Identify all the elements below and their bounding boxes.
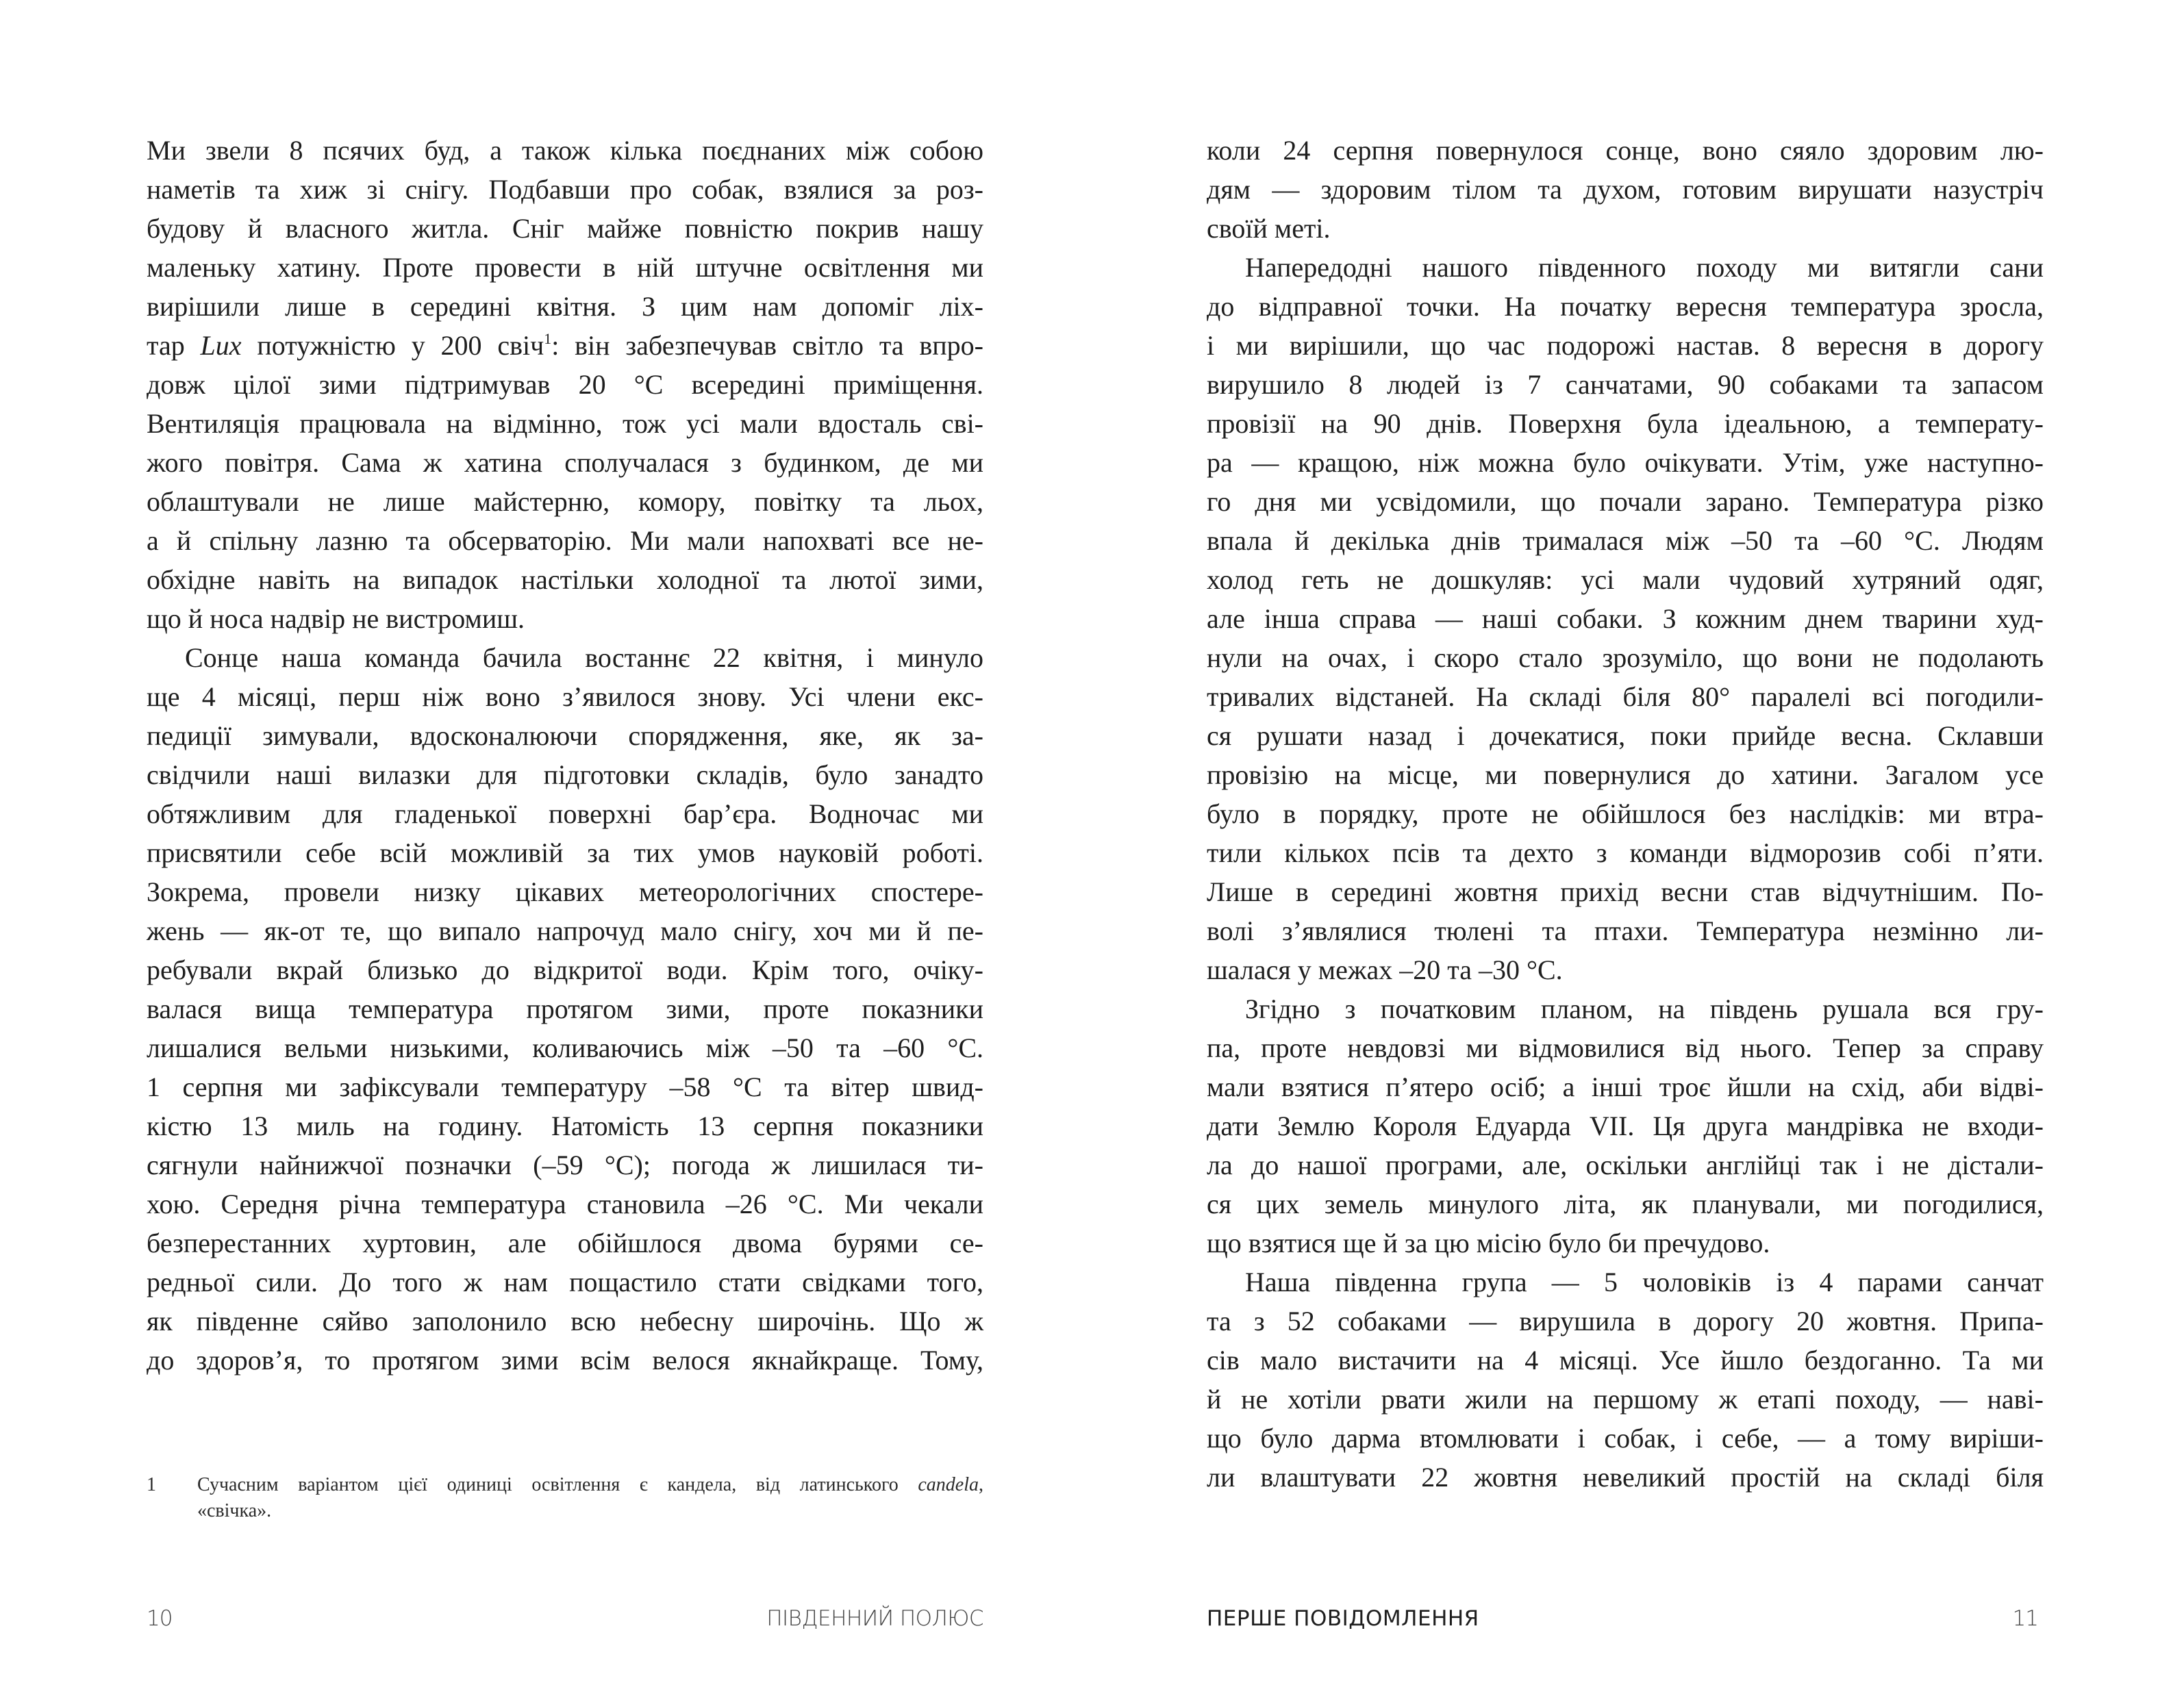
text-line: наметів та хиж зі снігу. Подбавши про собак, взялися за роз- bbox=[147, 174, 983, 205]
right-body-text bbox=[1207, 131, 2044, 1497]
text-line: Вентиляція працювала на відмінно, тож усі мали вдосталь сві- bbox=[147, 408, 983, 439]
text-line: до відправної точки. На початку вересня температура зросла, bbox=[1207, 291, 2044, 322]
text-line: го дня ми усвідомили, що почали зарано. Температура різко bbox=[1207, 486, 2044, 517]
text-line: ся рушати назад і дочекатися, поки прийде весна. Склавши bbox=[1207, 720, 2044, 751]
text-line: нули на очах, і скоро стало зрозуміло, що вони не подолають bbox=[1207, 642, 2044, 673]
text-line: ла до нашої програми, але, оскільки англійці так і не дістали- bbox=[1207, 1150, 2044, 1180]
text-line: дати Землю Короля Едуарда VII. Ця друга мандрівка не входи- bbox=[1207, 1111, 2044, 1141]
text-line: провізію на місце, ми повернулися до хатини. Загалом усе bbox=[1207, 759, 2044, 790]
text-line: жого повітря. Сама ж хатина сполучалася з будинком, де ми bbox=[147, 447, 983, 478]
text-line: а й спільну лазню та обсерваторію. Ми мали напохваті все не- bbox=[147, 525, 983, 556]
footnote-line: «свічка». bbox=[197, 1500, 272, 1521]
left-footer bbox=[147, 1605, 983, 1632]
text-line: Сонце наша команда бачила востаннє 22 квітня, і минуло bbox=[185, 642, 983, 673]
text-line: жень — як-от те, що випало напрочуд мало снігу, хоч ми й пе- bbox=[147, 915, 983, 946]
text-line: до здоров’я, то протягом зими всім велося якнайкраще. Тому, bbox=[147, 1345, 983, 1376]
text-line: валася вища температура протягом зими, проте показники bbox=[147, 993, 983, 1024]
text-line bbox=[147, 326, 983, 365]
footnote-reference: 1 bbox=[544, 330, 552, 347]
text-line: що взятися ще й за цю місію було би пречудово. bbox=[1207, 1228, 1770, 1258]
text-line: сягнули найнижчої позначки (–59 °C); погода ж лишилася ти- bbox=[147, 1150, 983, 1180]
text-line: але інша справа — наші собаки. З кожним днем тварини худ- bbox=[1207, 603, 2044, 634]
text-line: тили кількох псів та дехто з команди відморозив собі п’яти. bbox=[1207, 837, 2044, 868]
text-line: маленьку хатину. Проте провести в ній штучне освітлення ми bbox=[147, 252, 983, 283]
left-body-text bbox=[147, 131, 983, 1380]
text-line: та з 52 собаками — вирушила в дорогу 20 жовтня. Припа- bbox=[1207, 1306, 2044, 1336]
text-line: вирішили лише в середині квітня. З цим нам допоміг ліх- bbox=[147, 291, 983, 322]
text-line: педиції зимували, вдосконалюючи спорядження, яке, як за- bbox=[147, 720, 983, 751]
footnote bbox=[147, 1472, 983, 1524]
text-line: тривалих відстаней. На складі біля 80° паралелі всі погодили- bbox=[1207, 681, 2044, 712]
right-page bbox=[1092, 0, 2184, 1698]
text-line: впала й декілька днів трималася між –50 та –60 °C. Людям bbox=[1207, 525, 2044, 556]
text-line: Напередодні нашого південного походу ми витягли сани bbox=[1245, 252, 2044, 283]
running-head: ПІВДЕННИЙ ПОЛЮС bbox=[766, 1606, 983, 1631]
text-line: лишалися вельми низькими, коливаючись між –50 та –60 °C. bbox=[147, 1032, 983, 1063]
text-line: па, проте невдовзі ми відмовилися від нього. Тепер за справу bbox=[1207, 1032, 2044, 1063]
text-line: ребували вкрай близько до відкритої води. Крім того, очіку- bbox=[147, 954, 983, 985]
footnote-text bbox=[197, 1472, 983, 1524]
text-line: мали взятися п’ятеро осіб; а інші троє йшли на схід, аби відві- bbox=[1207, 1072, 2044, 1102]
text-line: волі з’являлися тюлені та птахи. Температура незмінно ли- bbox=[1207, 915, 2044, 946]
text-line: що було дарма втомлювати і собак, і себе, — а тому виріши- bbox=[1207, 1423, 2044, 1454]
text-run: тар bbox=[147, 330, 201, 361]
text-line: як південне сяйво заполонило всю небесну широчінь. Що ж bbox=[147, 1306, 983, 1336]
running-head: ПЕРШЕ ПОВІДОМЛЕННЯ bbox=[1207, 1606, 1479, 1631]
text-line: 1 серпня ми зафіксували температуру –58 °C та вітер швид- bbox=[147, 1072, 983, 1102]
footnote-latin-term: candela bbox=[918, 1474, 979, 1495]
text-line: обтяжливим для гладенької поверхні бар’єра. Водночас ми bbox=[147, 798, 983, 829]
text-line: і ми вирішили, що час подорожі настав. 8 вересня в дорогу bbox=[1207, 330, 2044, 361]
text-line: шалася у межах –20 та –30 °C. bbox=[1207, 954, 1563, 985]
text-line: редньої сили. До того ж нам пощастило стати свідками того, bbox=[147, 1267, 983, 1297]
text-line: облаштували не лише майстерню, комору, повітку та льох, bbox=[147, 486, 983, 517]
text-line: вирушило 8 людей із 7 санчатами, 90 собаками та запасом bbox=[1207, 369, 2044, 400]
page-number: 10 bbox=[147, 1606, 173, 1631]
page-number: 11 bbox=[2012, 1606, 2038, 1631]
text-line: ще 4 місяці, перш ніж воно з’явилося знову. Усі члени екс- bbox=[147, 681, 983, 712]
text-run: потужністю у 200 свіч bbox=[241, 330, 544, 361]
text-line: довж цілої зими підтримував 20 °C всередині приміщення. bbox=[147, 369, 983, 400]
text-line: будову й власного житла. Сніг майже повністю покрив нашу bbox=[147, 213, 983, 244]
text-line: коли 24 серпня повернулося сонце, воно сяяло здоровим лю- bbox=[1207, 135, 2044, 166]
right-footer bbox=[1207, 1605, 2044, 1632]
text-line: Зокрема, провели низку цікавих метеорологічних спостере- bbox=[147, 876, 983, 907]
text-line: Наша південна група — 5 чоловіків із 4 парами санчат bbox=[1245, 1267, 2044, 1297]
text-line: присвятили себе всій можливій за тих умов науковій роботі. bbox=[147, 837, 983, 868]
text-line: було в порядку, проте не обійшлося без наслідків: ми втра- bbox=[1207, 798, 2044, 829]
text-line: Лише в середині жовтня прихід весни став відчутнішим. По- bbox=[1207, 876, 2044, 907]
text-line: дям — здоровим тілом та духом, готовим вирушати назустріч bbox=[1207, 174, 2044, 205]
text-line: ра — кращою, ніж можна було очікувати. Утім, уже наступно- bbox=[1207, 447, 2044, 478]
text-line: своїй меті. bbox=[1207, 213, 1331, 244]
text-line: обхідне навіть на випадок настільки холодної та лютої зими, bbox=[147, 564, 983, 595]
text-line: Ми звели 8 псячих буд, а також кілька поєднаних між собою bbox=[147, 135, 983, 166]
text-line: ли влаштувати 22 жовтня невеликий простій на складі біля bbox=[1207, 1462, 2044, 1493]
text-line: провізії на 90 днів. Поверхня була ідеальною, а температу- bbox=[1207, 408, 2044, 439]
italic-term: Lux bbox=[200, 330, 242, 361]
text-line: свідчили наші вилазки для підготовки складів, було занадто bbox=[147, 759, 983, 790]
text-run: : він забезпечував світло та впро- bbox=[551, 330, 983, 361]
text-line: ся цих земель минулого літа, як планували, ми погодилися, bbox=[1207, 1189, 2044, 1219]
footnote-line: Сучасним варіантом цієї одиниці освітлення є кандела, від латинського candela, bbox=[197, 1474, 983, 1495]
text-line: хою. Середня річна температура становила –26 °C. Ми чекали bbox=[147, 1189, 983, 1219]
text-line: безперестанних хуртовин, але обійшлося двома бурями се- bbox=[147, 1228, 983, 1258]
text-line: Згідно з початковим планом, на південь рушала вся гру- bbox=[1245, 993, 2044, 1024]
text-line: що й носа надвір не вистромиш. bbox=[147, 603, 525, 634]
text-line: сів мало вистачити на 4 місяці. Усе йшло бездоганно. Та ми bbox=[1207, 1345, 2044, 1376]
footnote-number: 1 bbox=[147, 1474, 156, 1495]
text-line: холод геть не дошкуляв: усі мали чудовий хутряний одяг, bbox=[1207, 564, 2044, 595]
text-line: й не хотіли рвати жили на першому ж етапі походу, — наві- bbox=[1207, 1384, 2044, 1415]
text-line: кістю 13 миль на годину. Натомість 13 серпня показники bbox=[147, 1111, 983, 1141]
